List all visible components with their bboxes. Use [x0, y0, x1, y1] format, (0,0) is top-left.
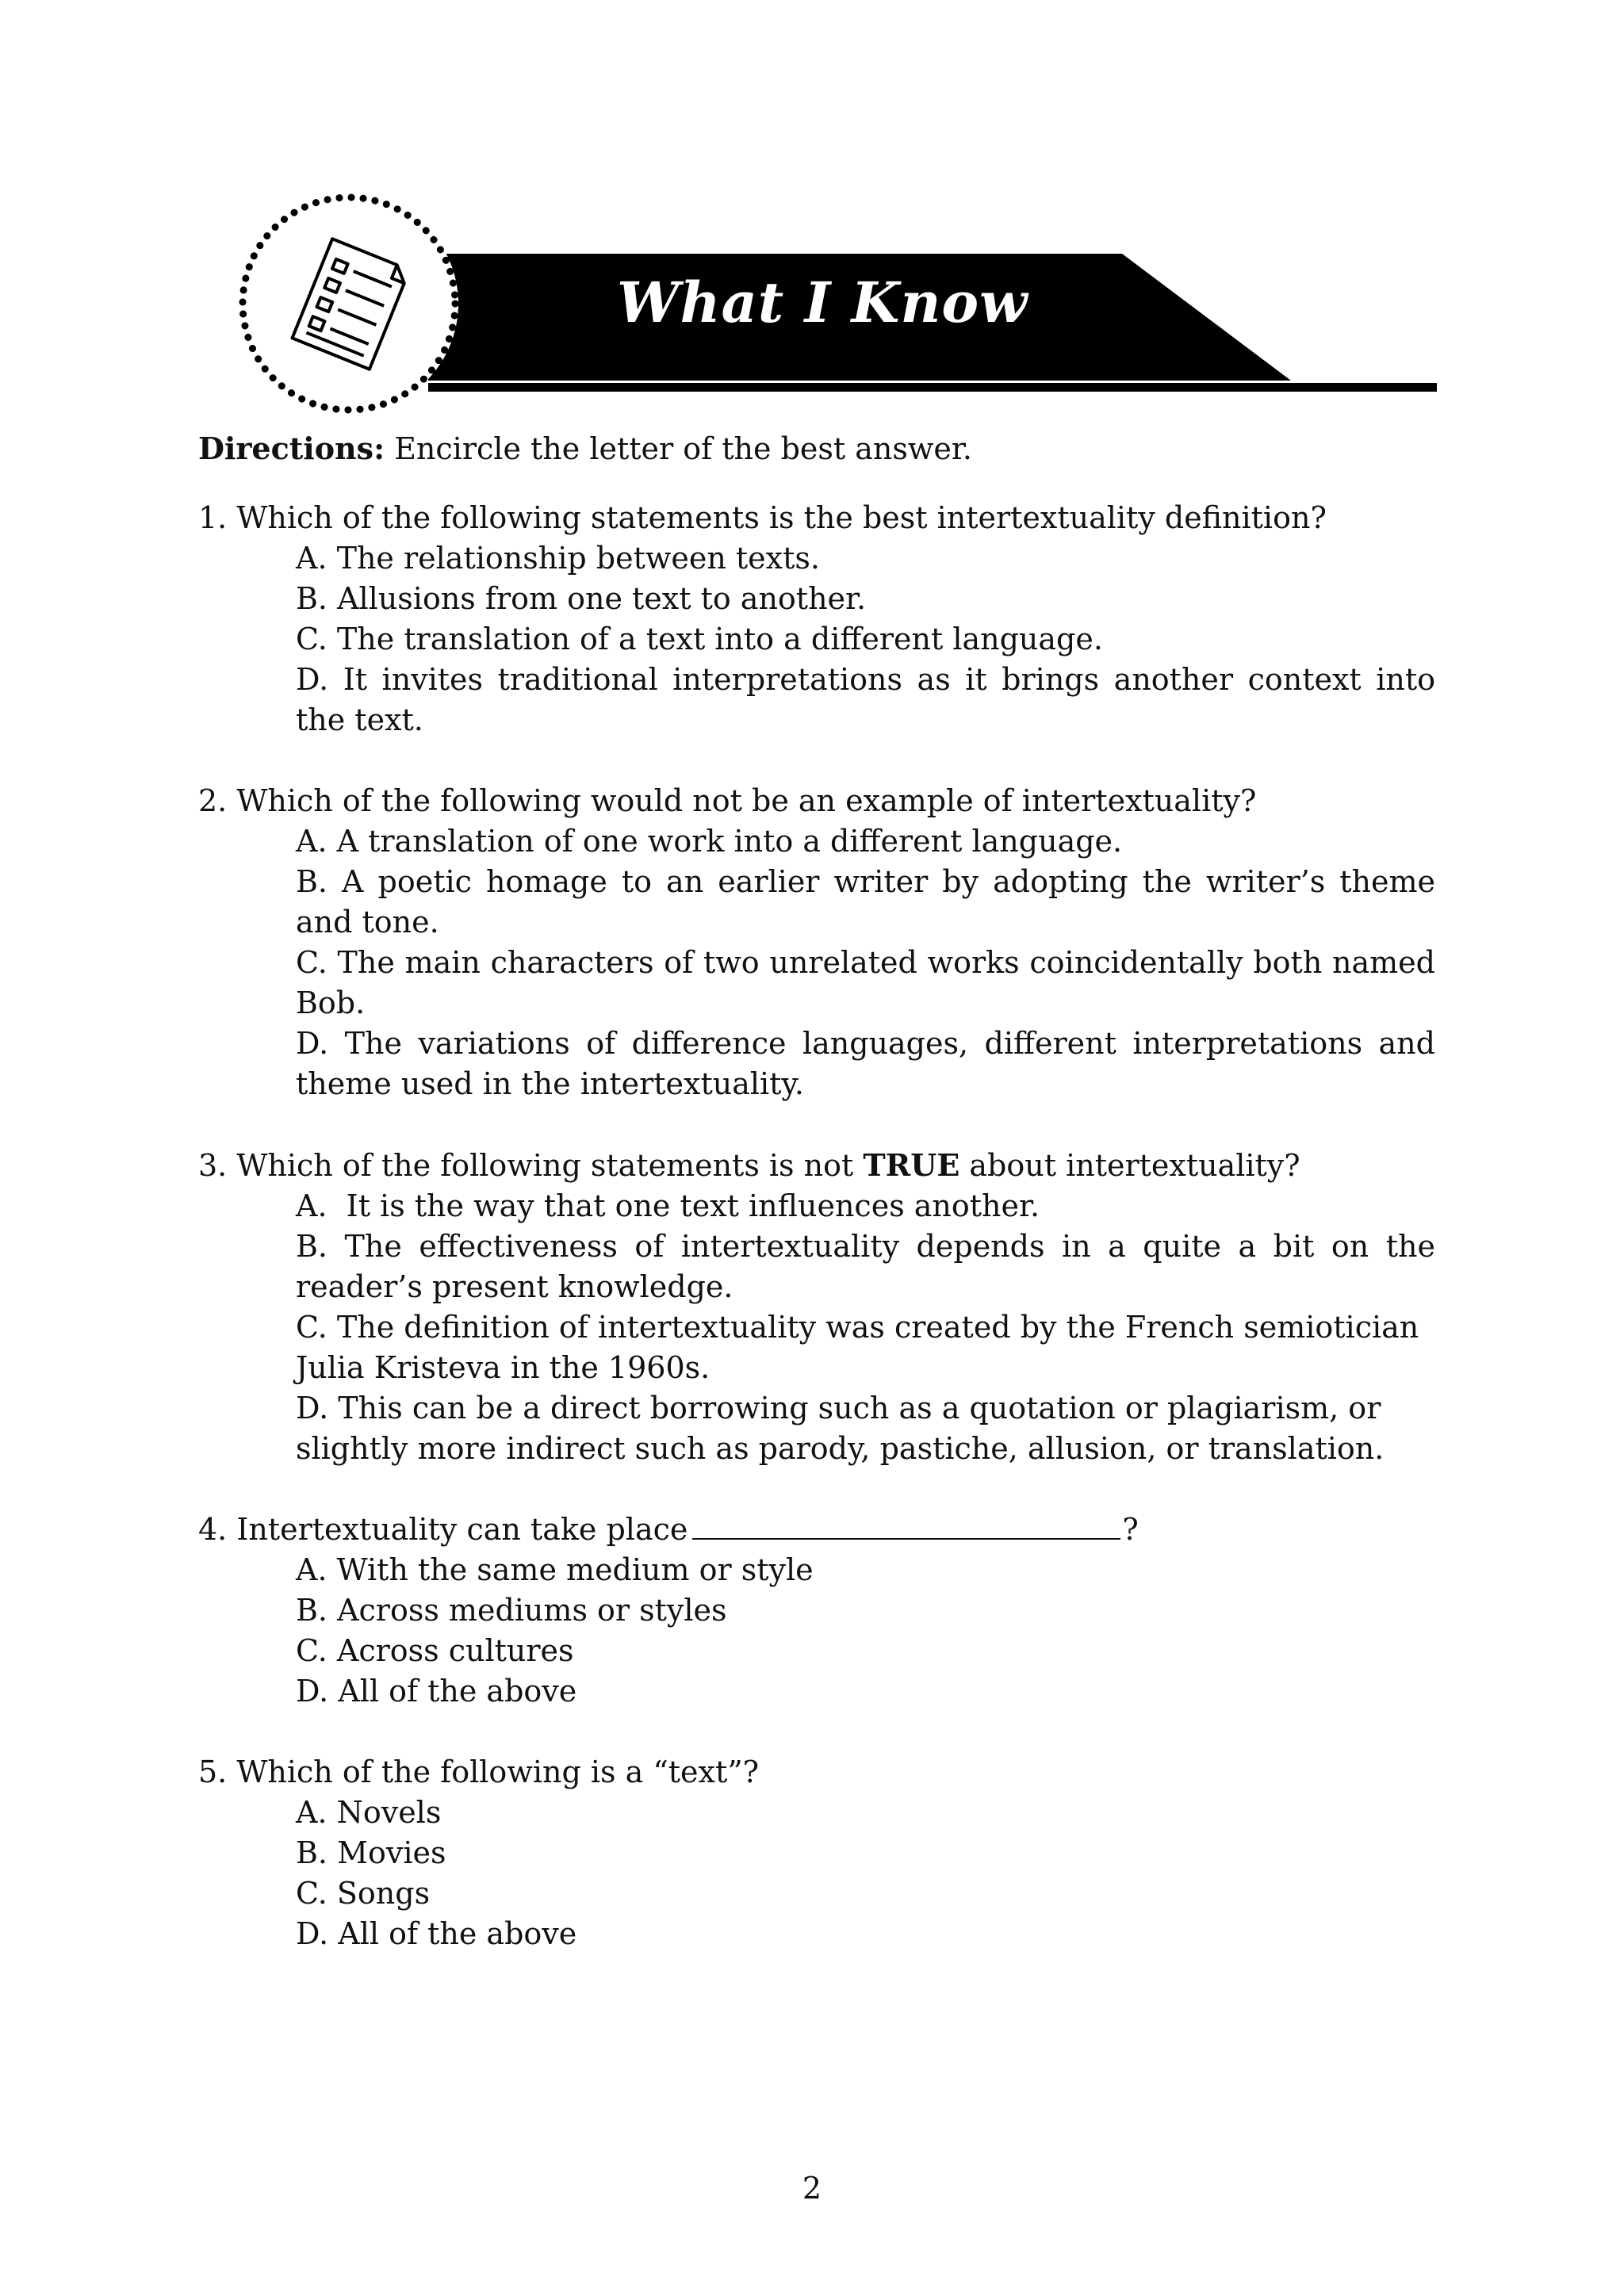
option-c[interactable]: C. The definition of intertextuality was created by the French semiotician Julia Kristeva in the 1960s. [296, 1310, 1419, 1385]
directions-text: Encircle the letter of the best answer. [385, 431, 972, 466]
option-a[interactable]: A. A translation of one work into a different language. [296, 824, 1123, 859]
question-stem [198, 1145, 1435, 1186]
option-list [198, 1186, 1435, 1469]
question-stem: 1. Which of the following statements is the best intertextuality definition? [198, 500, 1327, 535]
question-stem-end: ? [1122, 1512, 1139, 1547]
question-stem-end: about intertextuality? [959, 1148, 1300, 1183]
question-3 [198, 1145, 1435, 1469]
option-c[interactable]: C. Songs [296, 1876, 431, 1911]
page-number: 2 [802, 2171, 822, 2206]
question-stem: 5. Which of the following is a “text”? [198, 1755, 760, 1789]
option-b[interactable]: B. A poetic homage to an earlier writer by adopting the writer’s theme and tone. [296, 864, 1435, 939]
option-d[interactable]: D. The variations of difference languages, different interpretations and theme used in the intertextuality. [296, 1026, 1435, 1101]
directions-label: Directions: [198, 430, 385, 466]
option-b[interactable]: B. The effectiveness of intertextuality depends in a quite a bit on the reader’s present knowledge. [296, 1229, 1435, 1304]
question-5 [198, 1752, 1435, 1954]
option-a[interactable]: A. Novels [296, 1795, 442, 1830]
question-4 [198, 1510, 1435, 1712]
option-d[interactable]: D. All of the above [296, 1916, 577, 1951]
question-stem [198, 1510, 1435, 1550]
option-c[interactable]: C. Across cultures [296, 1633, 574, 1668]
option-b[interactable]: B. Across mediums or styles [296, 1593, 727, 1628]
assessment-content [198, 428, 1435, 1995]
section-header [230, 194, 1435, 432]
option-d[interactable]: D. It invites traditional interpretations as it brings another context into the text. [296, 662, 1435, 737]
option-list [198, 1550, 1435, 1712]
option-c[interactable]: C. The translation of a text into a different language. [296, 622, 1103, 656]
option-b[interactable]: B. Allusions from one text to another. [296, 581, 867, 616]
option-d[interactable]: D. This can be a direct borrowing such as a quotation or plagiarism, or slightly more indirect such as parody, pastiche, allusion, or translation. [296, 1391, 1385, 1466]
question-1 [198, 498, 1435, 740]
directions [198, 428, 1435, 469]
option-c[interactable]: C. The main characters of two unrelated works coincidentally both named Bob. [296, 945, 1435, 1020]
option-d[interactable]: D. All of the above [296, 1674, 577, 1709]
question-2 [198, 781, 1435, 1104]
option-a[interactable]: A. It is the way that one text influences another. [296, 1188, 1040, 1223]
question-stem-emphasis: TRUE [863, 1147, 960, 1183]
option-list [198, 1793, 1435, 1954]
question-stem-start: 3. Which of the following statements is not [198, 1148, 864, 1183]
option-a[interactable]: A. The relationship between texts. [296, 541, 820, 576]
option-b[interactable]: B. Movies [296, 1835, 446, 1870]
question-stem-start: 4. Intertextuality can take place [198, 1512, 688, 1547]
option-a[interactable]: A. With the same medium or style [296, 1552, 814, 1587]
option-list [198, 821, 1435, 1104]
option-list [198, 538, 1435, 740]
page-title: What I Know [617, 270, 1028, 335]
answer-blank[interactable] [692, 1510, 1120, 1540]
question-stem: 2. Which of the following would not be an example of intertextuality? [198, 783, 1257, 818]
